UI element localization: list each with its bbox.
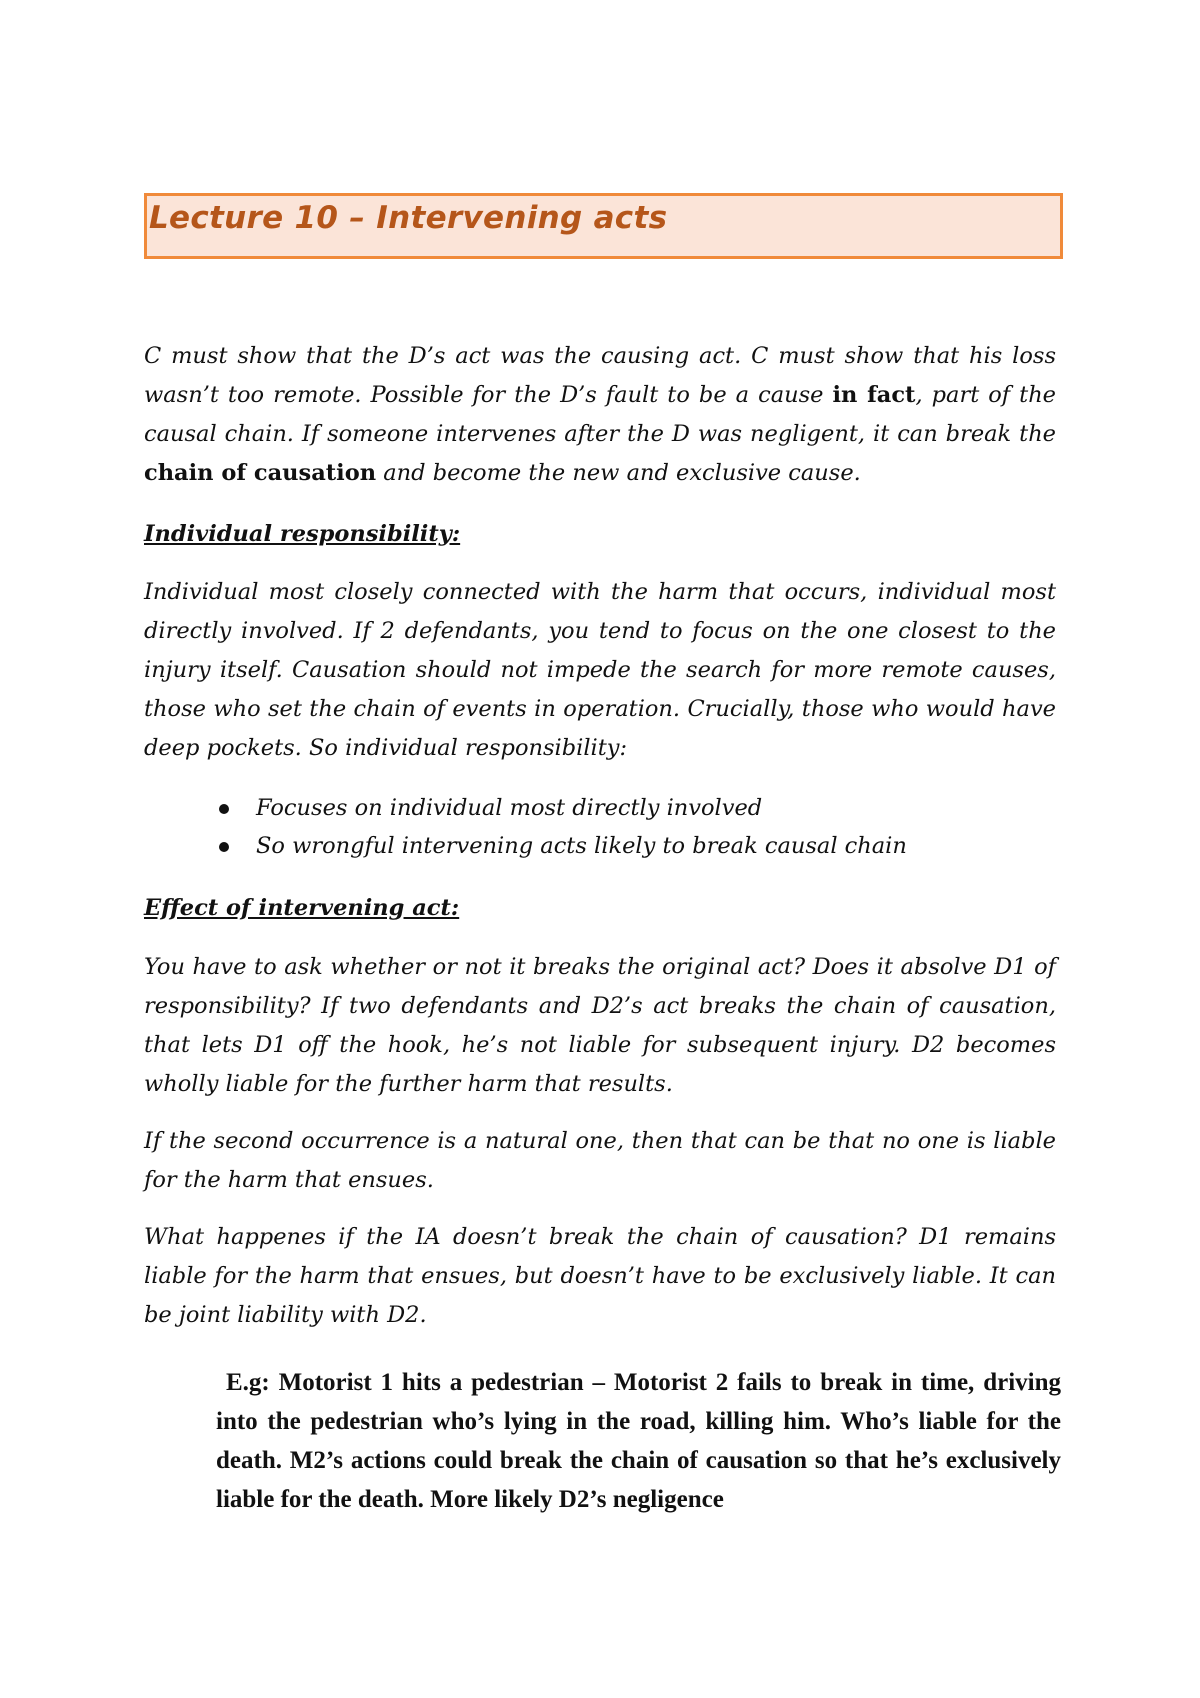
list-item [144, 827, 1044, 865]
list-item-text: So wrongful intervening acts likely to break causal chain [256, 833, 907, 859]
intro-text-1: C must show that the D’s act was the causing act. C must show that his loss wasn’t too remote. Possible for the D’s fault to be a cause [144, 343, 1056, 408]
bullet-icon [219, 842, 229, 852]
effect-heading: Effect of intervening act: [144, 895, 460, 921]
effect-block [144, 948, 1056, 1335]
bullet-icon [219, 804, 229, 814]
intro-bold-in-fact: in fact [832, 382, 916, 408]
effect-heading-block [144, 893, 1056, 923]
individual-bullet-list [144, 789, 1044, 865]
intro-paragraph [144, 337, 1056, 493]
list-item [144, 789, 1044, 827]
title-box [144, 193, 1063, 259]
intro-text-3: and become the new and exclusive cause. [376, 460, 861, 486]
individual-heading-block [144, 519, 1056, 549]
intro-text-2: , part of the causal chain. If someone intervenes after the D was negligent, it can break the [144, 382, 1056, 447]
individual-block [144, 573, 1056, 768]
effect-paragraph-3: What happenes if the IA doesn’t break the chain of causation? D1 remains liable for the harm that ensues, but doesn’t have to be exclusively liable. It can be joint liability with D2. [144, 1224, 1056, 1328]
individual-paragraph: Individual most closely connected with the harm that occurs, individual most directly involved. If 2 defendants, you tend to focus on the one closest to the injury itself. Causation should not impede the search for more remote causes, those who set the chain of events in operation. Crucially, those who would have deep pockets. So individual responsibility: [144, 579, 1056, 761]
example-paragraph: E.g: Motorist 1 hits a pedestrian – Motorist 2 fails to break in time, driving into the pedestrian who’s lying in the road, killing him. Who’s liable for the death. M2’s actions could break the chain of causation so that he’s exclusively liable for the death. More likely D2’s negligence [216, 1369, 1061, 1513]
intro-bold-chain: chain of causation [144, 460, 377, 486]
effect-paragraph-2: If the second occurrence is a natural one, then that can be that no one is liable for the harm that ensues. [144, 1128, 1056, 1193]
individual-heading: Individual responsibility: [144, 521, 461, 547]
effect-paragraph-1: You have to ask whether or not it breaks the original act? Does it absolve D1 of responsibility? If two defendants and D2’s act breaks the chain of causation, that lets D1 off the hook, he’s not liable for subsequent injury. D2 becomes wholly liable for the further harm that results. [144, 954, 1056, 1097]
list-item-text: Focuses on individual most directly involved [256, 795, 763, 821]
page-title: Lecture 10 – Intervening acts [149, 200, 668, 236]
intro-block [144, 337, 1056, 493]
